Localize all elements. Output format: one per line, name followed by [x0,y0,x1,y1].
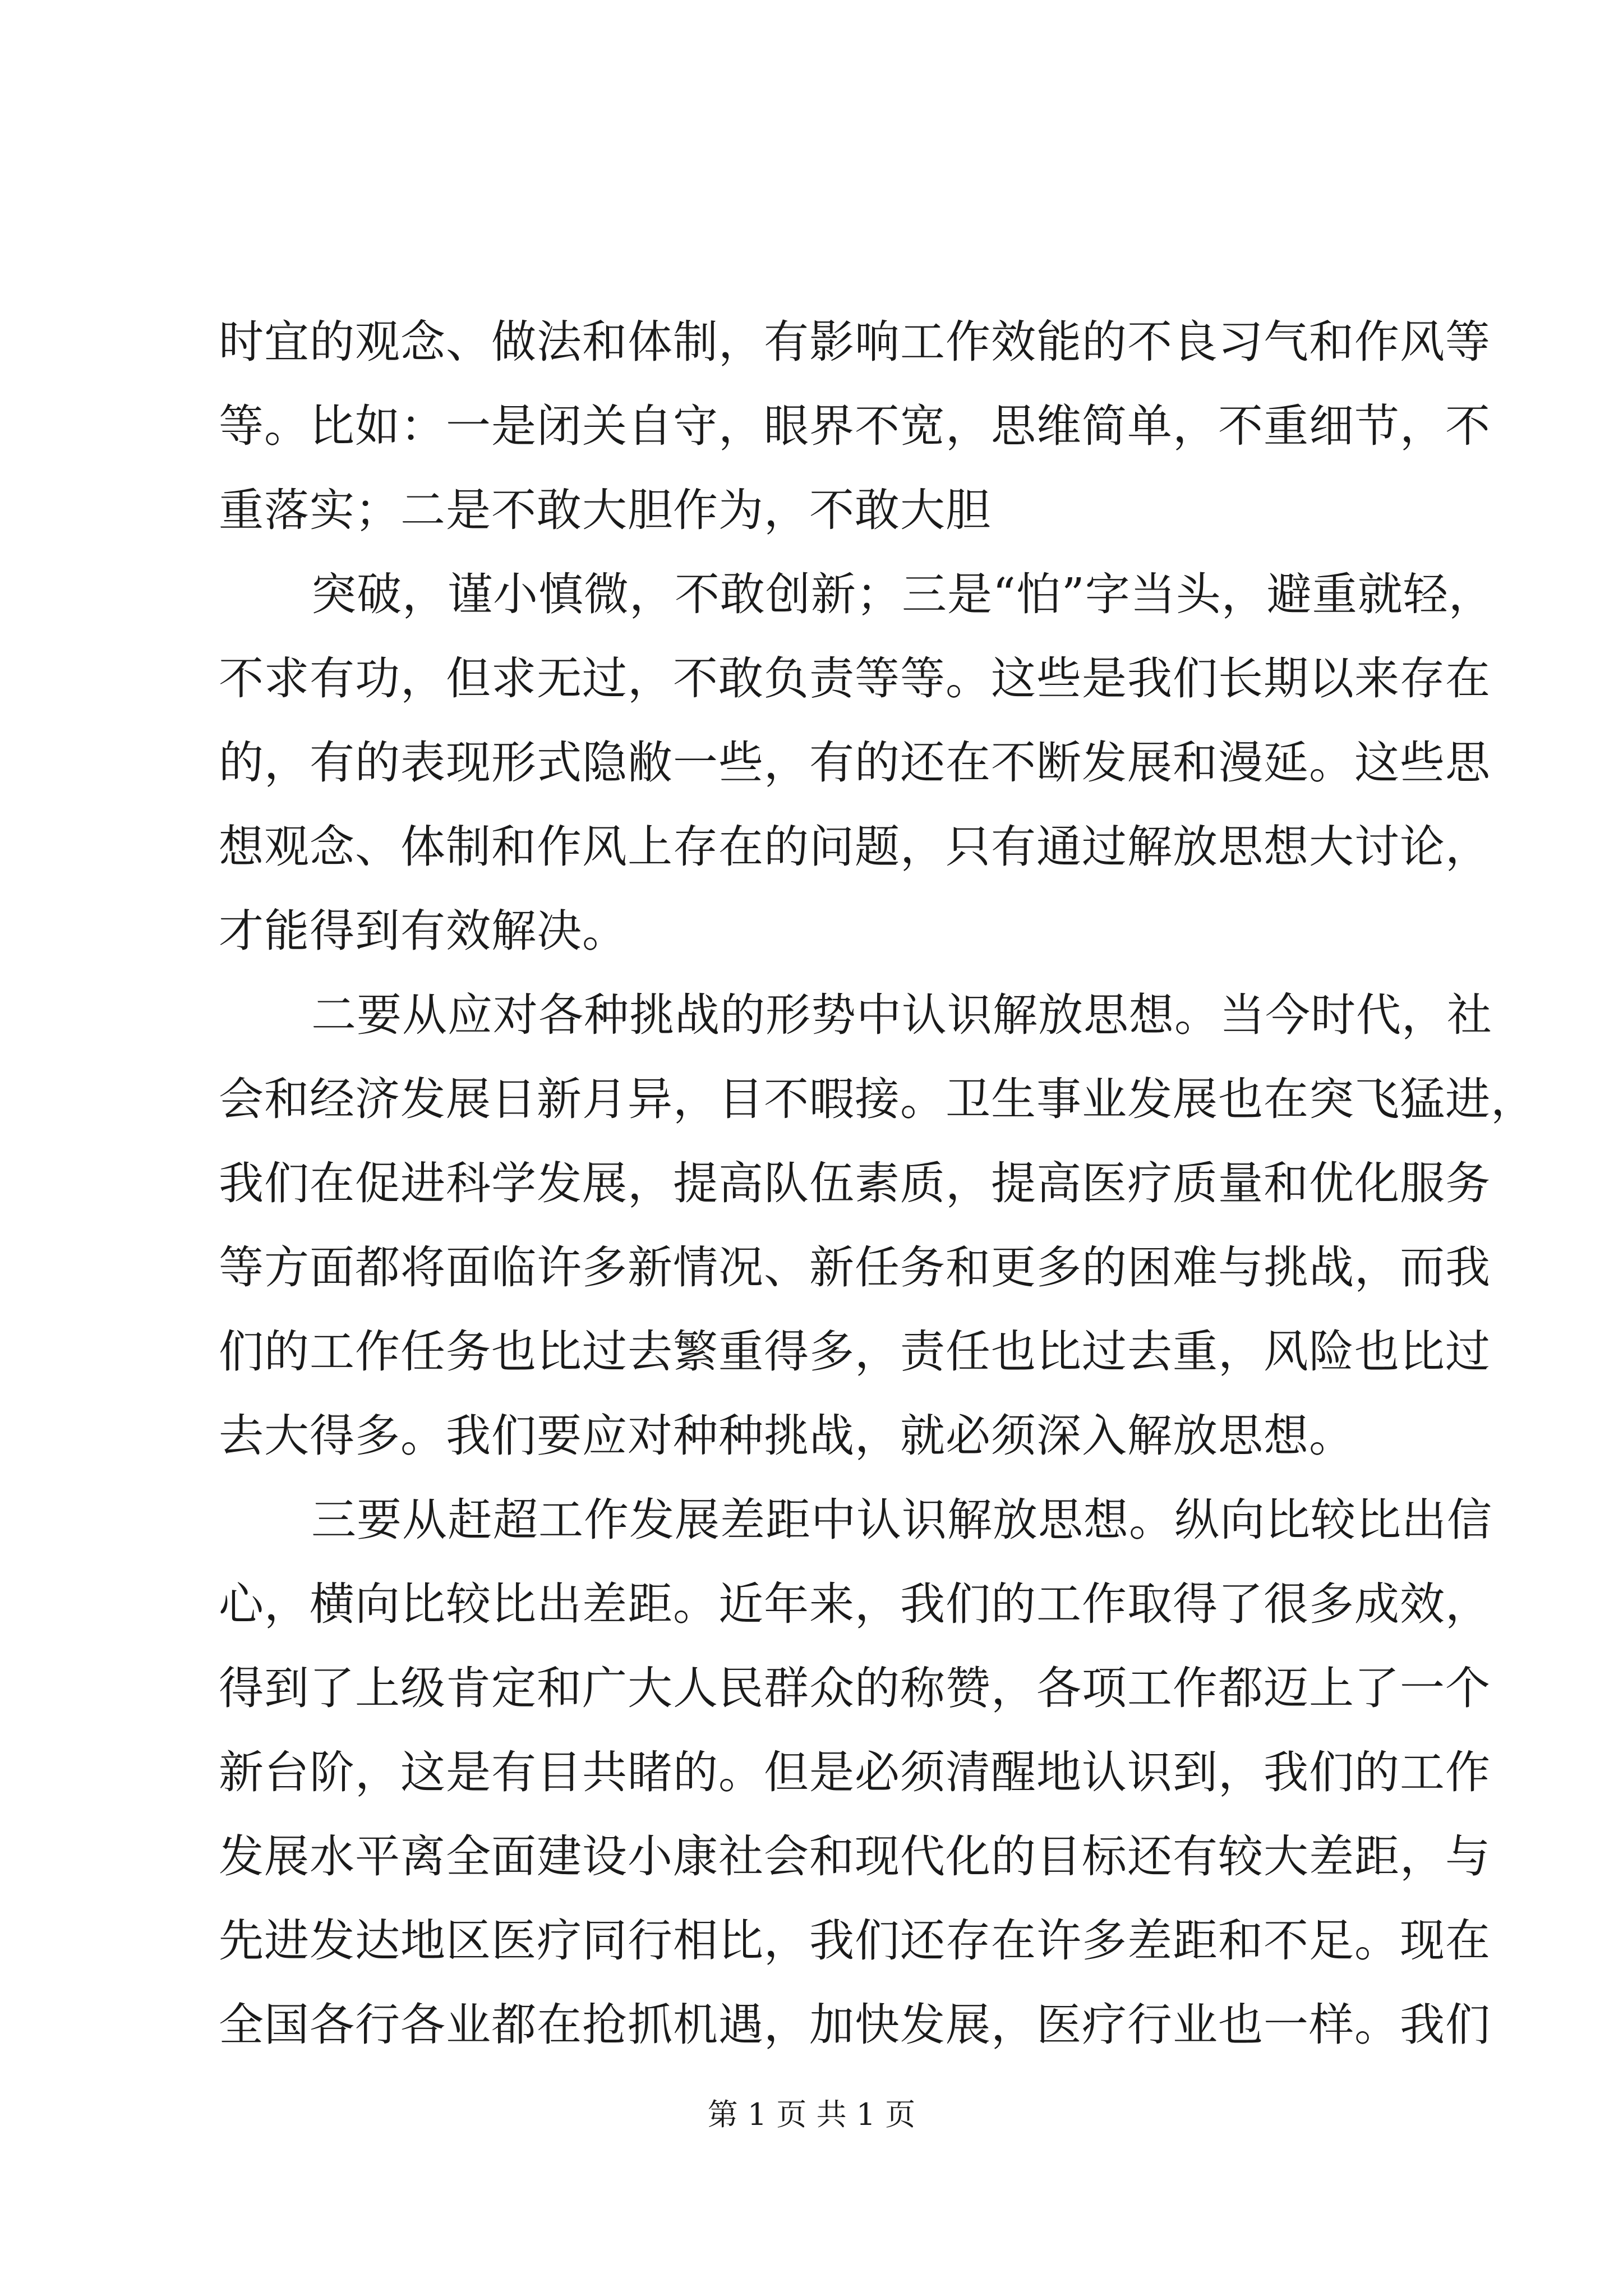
page-number-footer: 第 1 页 共 1 页 [707,2097,916,2132]
text-line: 先进发达地区医疗同行相比，我们还存在许多差距和不足。现在 [219,1915,1491,1967]
text-line: 们的工作任务也比过去繁重得多，责任也比过去重，风险也比过 [219,1326,1491,1378]
text-line: 去大得多。我们要应对种种挑战，就必须深入解放思想。 [219,1410,1354,1462]
text-line: 想观念、体制和作风上存在的问题，只有通过解放思想大讨论， [219,821,1491,873]
text-line: 会和经济发展日新月异，目不暇接。卫生事业发展也在突飞猛进， [219,1073,1536,1125]
text-line: 等方面都将面临许多新情况、新任务和更多的困难与挑战，而我 [219,1241,1491,1294]
text-line: 的，有的表现形式隐敝一些，有的还在不断发展和漫延。这些思 [219,737,1491,789]
text-line: 不求有功，但求无过，不敢负责等等。这些是我们长期以来存在 [219,652,1491,705]
text-line: 全国各行各业都在抢抓机遇，加快发展，医疗行业也一样。我们 [219,1999,1491,2051]
text-line: 得到了上级肯定和广大人民群众的称赞，各项工作都迈上了一个 [219,1662,1491,1714]
paragraph-first-line: 突破，谨小慎微，不敢创新；三是“怕”字当头，避重就轻， [311,568,1494,620]
text-line: 重落实；二是不敢大胆作为，不敢大胆 [219,484,991,536]
document-body [219,300,1536,2067]
text-line: 等。比如：一是闭关自守，眼界不宽，思维简单，不重细节，不 [219,400,1491,452]
paragraph-first-line: 二要从应对各种挑战的形势中认识解放思想。当今时代，社 [311,989,1492,1041]
text-line: 时宜的观念、做法和体制，有影响工作效能的不良习气和作风等 [219,316,1491,368]
paragraph-first-line: 三要从赶超工作发展差距中认识解放思想。纵向比较比出信 [311,1494,1492,1546]
text-line: 新台阶，这是有目共睹的。但是必须清醒地认识到，我们的工作 [219,1746,1491,1798]
text-line: 发展水平离全面建设小康社会和现代化的目标还有较大差距，与 [219,1830,1491,1883]
text-line: 我们在促进科学发展，提高队伍素质，提高医疗质量和优化服务 [219,1157,1491,1209]
text-line: 心，横向比较比出差距。近年来，我们的工作取得了很多成效， [219,1578,1491,1630]
text-line: 才能得到有效解决。 [219,905,628,957]
